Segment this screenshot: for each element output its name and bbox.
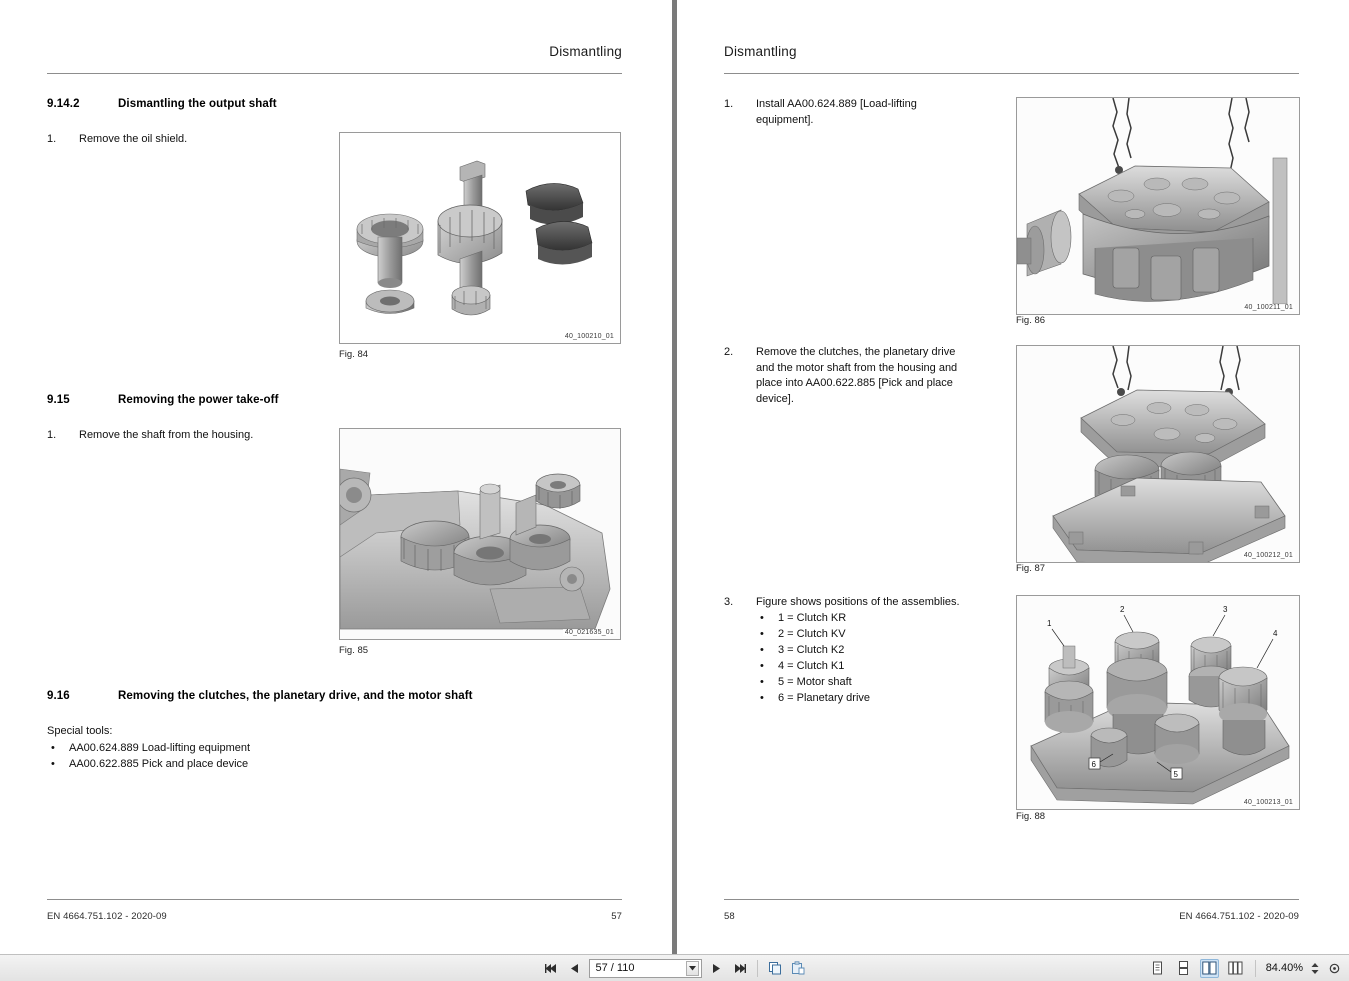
callout-5: 5 [1173,770,1178,779]
figure-caption-87: Fig. 87 [1016,563,1046,574]
section-title: Removing the power take-off [118,394,279,406]
step-text: Remove the shaft from the housing. [79,429,254,441]
page-header-right: Dismantling [724,44,797,59]
viewer-toolbar [0,954,1349,981]
zoom-level-value[interactable]: 84.40% [1265,962,1303,974]
document-page-left [0,0,672,954]
figure-84 [339,132,621,344]
figure-code: 40_100213_01 [1243,799,1293,806]
step-text: Install AA00.624.889 [Load-lifting equipment]. [756,98,917,126]
figure-code: 40_100212_01 [1243,552,1293,559]
special-tools-list [47,741,467,773]
zoom-stepper-icon[interactable] [1311,962,1319,975]
figure-87-illustration [1017,346,1299,562]
list-item: • 4 = Clutch K1 [756,659,986,675]
figure-code: 40_021635_01 [564,629,614,636]
section-number: 9.16 [47,690,70,702]
callout-4: 4 [1273,629,1278,638]
next-page-icon[interactable] [708,959,725,978]
figure-84-illustration [340,133,620,343]
callout-6: 6 [1091,760,1096,769]
figure-88-illustration [1017,596,1299,809]
book-view-icon[interactable] [1226,959,1245,978]
toolbar-separator [757,960,758,977]
footer-document-id: EN 4664.751.102 - 2020-09 [1179,911,1299,922]
step-number: 1. [47,133,57,145]
previous-page-icon[interactable] [566,959,583,978]
footer-page-number: 58 [724,911,735,922]
document-page-right [677,0,1349,954]
chevron-down-icon[interactable] [686,961,699,976]
step-item [724,595,974,611]
figure-code: 40_100210_01 [564,333,614,340]
list-item: • AA00.624.889 Load-lifting equipment [47,741,467,757]
two-page-view-icon[interactable] [1200,959,1219,978]
figure-code: 40_100211_01 [1244,304,1293,311]
list-item: • 2 = Clutch KV [756,627,986,643]
footer-rule [47,899,622,900]
step-item [47,428,307,444]
toolbar-navigation-group [543,959,807,978]
callout-2: 2 [1120,605,1125,614]
callout-1: 1 [1047,619,1052,628]
step-number: 1. [724,98,734,110]
page-header-left: Dismantling [549,44,622,59]
section-title: Removing the clutches, the planetary drive, and the motor shaft [118,690,473,702]
header-rule [724,73,1299,74]
page-number-input[interactable] [589,959,702,978]
section-number: 9.14.2 [47,98,80,110]
figure-caption-85: Fig. 85 [339,645,369,656]
page-number-value: 57 / 110 [595,962,635,974]
list-item: • AA00.622.885 Pick and place device [47,757,467,773]
special-tools-label: Special tools: [47,725,113,737]
callout-3: 3 [1223,605,1228,614]
figure-caption-88: Fig. 88 [1016,811,1046,822]
assembly-positions-list [756,611,986,707]
copy-icon[interactable] [767,959,784,978]
figure-87 [1016,345,1300,563]
section-title: Dismantling the output shaft [118,98,277,110]
paste-icon[interactable] [790,959,807,978]
footer-rule [724,899,1299,900]
figure-88 [1016,595,1300,810]
step-number: 3. [724,596,734,608]
figure-85 [339,428,621,640]
list-item: • 1 = Clutch KR [756,611,986,627]
step-text: Figure shows positions of the assemblies. [756,596,960,608]
toolbar-view-group [1148,959,1343,978]
single-page-view-icon[interactable] [1148,959,1167,978]
section-number: 9.15 [47,394,70,406]
figure-86-illustration [1017,98,1299,314]
step-item [47,132,297,148]
step-item [724,97,964,128]
figure-caption-86: Fig. 86 [1016,315,1046,326]
step-number: 2. [724,346,734,358]
figure-86 [1016,97,1300,315]
step-text: Remove the oil shield. [79,133,188,145]
toolbar-separator [1255,960,1256,977]
step-number: 1. [47,429,57,441]
first-page-icon[interactable] [543,959,560,978]
step-item [724,345,974,407]
settings-icon[interactable] [1326,959,1343,978]
list-item: • 5 = Motor shaft [756,675,986,691]
footer-page-number: 57 [611,911,622,922]
figure-caption-84: Fig. 84 [339,349,369,360]
figure-85-illustration [340,429,620,639]
header-rule [47,73,622,74]
list-item: • 6 = Planetary drive [756,691,986,707]
step-text: Remove the clutches, the planetary drive and the motor shaft from the housing and place into AA00.622.885 [Pick and place device]. [756,346,958,405]
last-page-icon[interactable] [731,959,748,978]
footer-document-id: EN 4664.751.102 - 2020-09 [47,911,167,922]
continuous-scroll-view-icon[interactable] [1174,959,1193,978]
list-item: • 3 = Clutch K2 [756,643,986,659]
